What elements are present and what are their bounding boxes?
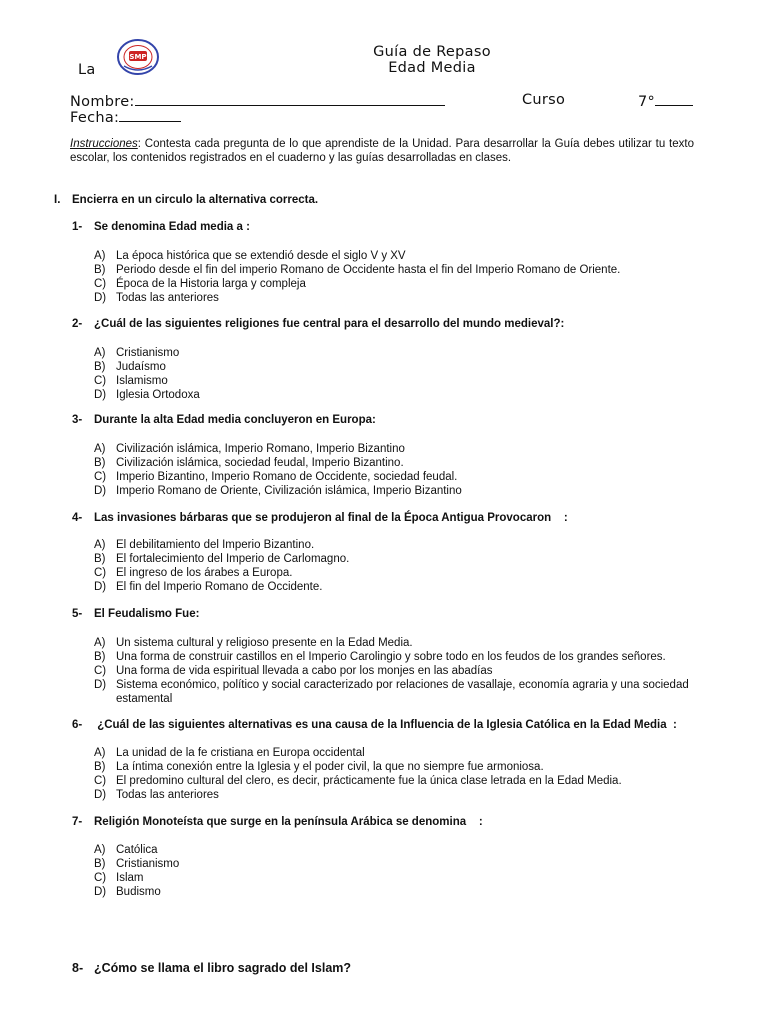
option-c[interactable]: C) Una forma de vida espiritual llevada a cabo por los monjes en las abadías bbox=[94, 665, 493, 677]
question-3-number: 3- bbox=[72, 414, 83, 426]
option-b[interactable]: B) Periodo desde el fin del imperio Romano de Occidente hasta el fin del Imperio Romano de Oriente. bbox=[94, 264, 621, 276]
section-numeral: I. bbox=[54, 194, 61, 206]
instructions-text: : Contesta cada pregunta de lo que aprendiste de la Unidad. Para desarrollar la Guía debes utilizar tu texto escolar, los contenidos registrados en el cuaderno y las guías desarrolladas en clases. bbox=[70, 138, 694, 164]
question-4-options bbox=[94, 538, 694, 594]
option-c[interactable]: C) Imperio Bizantino, Imperio Romano de Occidente, sociedad feudal. bbox=[94, 471, 458, 483]
question-7-number: 7- bbox=[72, 816, 83, 828]
title-line-1: Guía de Repaso bbox=[373, 44, 491, 60]
question-6-options bbox=[94, 746, 694, 802]
question-7-text: Religión Monoteísta que surge en la península Arábica se denomina : bbox=[94, 816, 483, 828]
question-1-options bbox=[94, 249, 694, 305]
page-title bbox=[300, 44, 564, 76]
title-line-2: Edad Media bbox=[388, 60, 476, 76]
option-d[interactable]: D) Todas las anteriores bbox=[94, 292, 219, 304]
option-c[interactable]: C) El predomino cultural del clero, es decir, prácticamente fue la única clase letrada en la Edad Media. bbox=[94, 775, 622, 787]
question-2-number: 2- bbox=[72, 318, 83, 330]
question-2-options bbox=[94, 346, 694, 402]
question-6-text: ¿Cuál de las siguientes alternativas es una causa de la Influencia de la Iglesia Católica en la Edad Media : bbox=[94, 719, 677, 731]
question-2-text: ¿Cuál de las siguientes religiones fue central para el desarrollo del mundo medieval?: bbox=[94, 318, 565, 330]
question-5-options bbox=[94, 636, 694, 706]
option-d[interactable]: D) Sistema económico, político y social caracterizado por relaciones de vasallaje, economía agraria y una sociedad estamental bbox=[94, 679, 689, 705]
option-b[interactable]: B) Cristianismo bbox=[94, 858, 180, 870]
option-a[interactable]: A) Un sistema cultural y religioso presente en la Edad Media. bbox=[94, 637, 413, 649]
instructions bbox=[70, 137, 694, 165]
option-b[interactable]: B) La íntima conexión entre la Iglesia y el poder civil, la que no siempre fue armoniosa. bbox=[94, 761, 544, 773]
option-a[interactable]: A) La unidad de la fe cristiana en Europa occidental bbox=[94, 747, 365, 759]
option-a[interactable]: A) Civilización islámica, Imperio Romano, Imperio Bizantino bbox=[94, 443, 405, 455]
question-5-number: 5- bbox=[72, 608, 83, 620]
option-d[interactable]: D) Budismo bbox=[94, 886, 161, 898]
question-4-text: Las invasiones bárbaras que se produjeron al final de la Época Antigua Provocaron : bbox=[94, 512, 568, 524]
option-c[interactable]: C) Islam bbox=[94, 872, 144, 884]
nombre-field[interactable] bbox=[135, 92, 445, 106]
seal-text: SMP bbox=[129, 53, 147, 61]
nombre-label: Nombre: bbox=[70, 94, 135, 110]
fecha-field[interactable] bbox=[119, 108, 181, 122]
school-name-prefix: La bbox=[78, 62, 96, 78]
option-c[interactable]: C) El ingreso de los árabes a Europa. bbox=[94, 567, 293, 579]
question-8-number: 8- bbox=[72, 961, 84, 975]
option-d[interactable]: D) Imperio Romano de Oriente, Civilización islámica, Imperio Bizantino bbox=[94, 485, 462, 497]
option-a[interactable]: A) El debilitamiento del Imperio Bizantino. bbox=[94, 539, 315, 551]
option-c[interactable]: C) Islamismo bbox=[94, 375, 168, 387]
curso-value: 7° bbox=[638, 94, 656, 110]
option-c[interactable]: C) Época de la Historia larga y compleja bbox=[94, 278, 306, 290]
question-5-text: El Feudalismo Fue: bbox=[94, 608, 200, 620]
option-b[interactable]: B) Civilización islámica, sociedad feudal, Imperio Bizantino. bbox=[94, 457, 404, 469]
option-d[interactable]: D) Todas las anteriores bbox=[94, 789, 219, 801]
question-6-number: 6- bbox=[72, 719, 83, 731]
question-1-number: 1- bbox=[72, 221, 83, 233]
option-a[interactable]: A) Cristianismo bbox=[94, 347, 180, 359]
question-3-options bbox=[94, 442, 694, 498]
question-4-number: 4- bbox=[72, 512, 83, 524]
section-title: Encierra en un circulo la alternativa correcta. bbox=[72, 194, 319, 206]
option-b[interactable]: B) Una forma de construir castillos en el Imperio Carolingio y sobre todo en los feudos de los grandes señores. bbox=[94, 651, 666, 663]
school-seal-icon bbox=[116, 38, 160, 76]
option-b[interactable]: B) El fortalecimiento del Imperio de Carlomagno. bbox=[94, 553, 350, 565]
option-d[interactable]: D) Iglesia Ortodoxa bbox=[94, 389, 200, 401]
option-a[interactable]: A) La época histórica que se extendió desde el siglo V y XV bbox=[94, 250, 406, 262]
curso-field[interactable] bbox=[655, 92, 693, 106]
option-d[interactable]: D) El fin del Imperio Romano de Occidente. bbox=[94, 581, 323, 593]
option-a[interactable]: A) Católica bbox=[94, 844, 158, 856]
instructions-label: Instrucciones bbox=[70, 138, 138, 150]
question-1-text: Se denomina Edad media a : bbox=[94, 221, 250, 233]
fecha-label: Fecha: bbox=[70, 110, 120, 126]
question-8-text: ¿Cómo se llama el libro sagrado del Islam? bbox=[94, 961, 352, 975]
question-3-text: Durante la alta Edad media concluyeron en Europa: bbox=[94, 414, 376, 426]
curso-label: Curso bbox=[522, 92, 566, 108]
option-b[interactable]: B) Judaísmo bbox=[94, 361, 166, 373]
question-7-options bbox=[94, 843, 694, 899]
student-fields bbox=[70, 92, 710, 124]
